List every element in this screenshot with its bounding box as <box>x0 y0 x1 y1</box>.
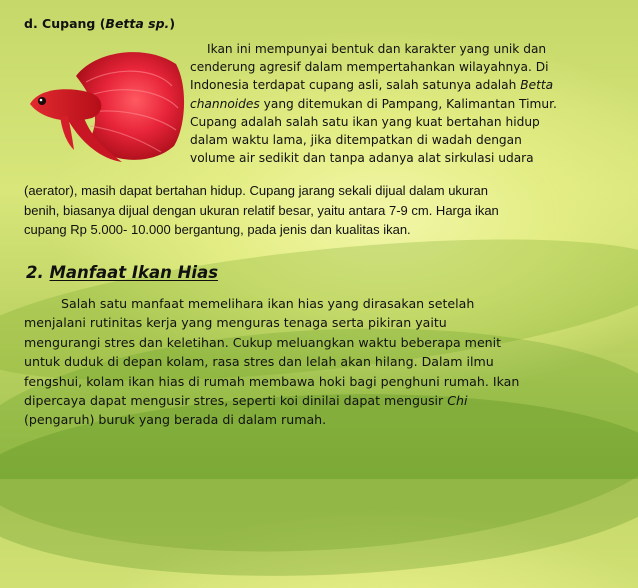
text-line: Salah satu manfaat memelihara ikan hias yang dirasakan setelah <box>61 296 475 311</box>
text-line: benih, biasanya dijual dengan ukuran relatif besar, yaitu antara 7-9 cm. Harga ikan <box>24 202 499 218</box>
text-line: (aerator), masih dapat bertahan hidup. Cupang jarang sekali dijual dalam ukuran <box>24 183 488 198</box>
section-d-prefix: d. Cupang ( <box>24 16 106 31</box>
text-line: volume air sedikit dan tanpa adanya alat sirkulasi udara <box>190 151 534 166</box>
section-d-heading <box>24 16 175 31</box>
text-segment: Indonesia terdapat cupang asli, salah satunya adalah <box>190 78 521 93</box>
text-line: menjalani rutinitas kerja yang menguras tenaga serta pikiran yaitu <box>24 315 447 331</box>
text-line <box>190 76 620 94</box>
section-2-number: 2. <box>26 263 50 282</box>
species-name-italic: channoides <box>190 96 260 111</box>
section-2-title: Manfaat Ikan Hias <box>49 263 219 282</box>
section-d-suffix: ) <box>169 16 176 31</box>
text-line: fengshui, kolam ikan hias di rumah membawa hoki bagi penghuni rumah. Ikan <box>24 373 520 389</box>
text-line: cenderung agresif dalam mempertahankan wilayahnya. Di <box>190 60 549 75</box>
species-name-italic: Betta <box>520 78 554 93</box>
text-segment: dipercaya dapat mengusir stres, seperti koi dinilai dapat mengusir <box>24 393 448 409</box>
cupang-description-side <box>190 40 620 167</box>
text-line: mengurangi stres dan keletihan. Cukup meluangkan waktu beberapa menit <box>24 334 502 350</box>
betta-fish-illustration <box>26 46 186 164</box>
section-2-heading <box>26 263 218 282</box>
text-line: Ikan ini mempunyai bentuk dan karakter yang unik dan <box>207 42 547 56</box>
text-line: dalam waktu lama, jika ditempatkan di wadah dengan <box>190 133 522 148</box>
text-line <box>24 391 624 410</box>
text-line: untuk duduk di depan kolam, rasa stres dan lelah akan hilang. Dalam ilmu <box>24 354 494 370</box>
section-d-latin-name: Betta sp. <box>105 16 170 31</box>
text-line: Cupang adalah salah satu ikan yang kuat bertahan hidup <box>190 114 540 129</box>
text-line: cupang Rp 5.000- 10.000 bergantung, pada jenis dan kualitas ikan. <box>24 222 411 237</box>
text-line: (pengaruh) buruk yang berada di dalam rumah. <box>24 412 327 428</box>
cupang-description-bottom <box>24 181 624 240</box>
text-line <box>190 95 620 113</box>
manfaat-paragraph <box>24 294 624 430</box>
chi-term-italic: Chi <box>447 393 468 409</box>
text-segment: yang ditemukan di Pampang, Kalimantan Timur. <box>259 96 557 111</box>
